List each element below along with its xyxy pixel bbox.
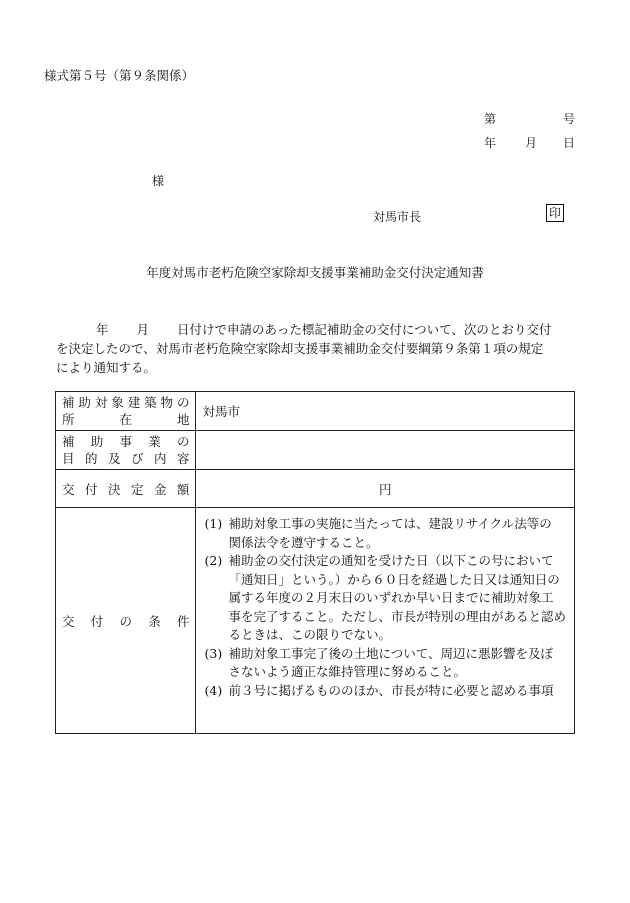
label-building-location-line2: 所 在 地 [62, 412, 190, 427]
label-decision-amount: 交 付 決 定 金 額 [56, 470, 196, 508]
label-building-location-line1: 補 助 対 象 建 築 物 の [62, 395, 190, 410]
value-purpose-content [196, 431, 575, 470]
label-building-location [56, 392, 196, 431]
issuer-name: 対馬市長 [373, 210, 422, 224]
label-purpose-content [56, 431, 196, 470]
date-day-label: 日 [563, 136, 576, 150]
label-purpose-content-line2: 目 的 及 び 内 容 [62, 451, 190, 466]
document-number-suffix: 号 [563, 112, 576, 126]
label-purpose-content-line1: 補 助 事 業 の [62, 434, 190, 449]
condition-number: (4) [204, 682, 223, 698]
table-row-decision-amount [56, 470, 575, 508]
label-conditions: 交 付 の 条 件 [56, 508, 196, 734]
addressee-suffix: 様 [152, 174, 165, 188]
form-number: 様式第５号（第９条関係） [44, 68, 195, 83]
document-number-label: 第 [484, 112, 497, 126]
value-decision-amount: 円 [196, 470, 575, 508]
table-row-conditions [56, 508, 575, 734]
notice-body [56, 320, 580, 377]
subsidy-info-table [55, 391, 575, 734]
table-row-purpose-content [56, 431, 575, 470]
condition-number: (2) [204, 553, 223, 568]
condition-number: (3) [204, 645, 223, 661]
body-year: 年 [96, 322, 109, 337]
seal-mark: 印 [546, 204, 564, 222]
document-title: 年度対馬市老朽危険空家除却支援事業補助金交付決定通知書 [146, 265, 484, 280]
body-line-1-text: 日付けで申請のあった標記補助金の交付について、次のとおり交付 [177, 322, 552, 337]
condition-item-3: (3) 補助対象工事完了後の土地について、周辺に悪影響を及ぼ さないよう適正な維持管理に努めること。 [204, 645, 566, 682]
condition-item-2: (2) 補助金の交付決定の通知を受けた日（以下この号において 「通知日」という。）から６０日を経過した日又は通知日の 属する年度の２月末日のいずれか早い日までに補助対象工 事を完了すること。ただし、市長が特別の理由があると認め るときは、この限りでない。 [204, 552, 566, 645]
body-month: 月 [136, 322, 150, 337]
body-line-3: により通知する。 [56, 360, 157, 375]
value-building-location: 対馬市 [196, 392, 575, 431]
date-month-label: 月 [525, 136, 538, 150]
value-conditions [196, 508, 575, 734]
condition-number: (1) [204, 516, 223, 531]
body-line-1 [56, 320, 580, 339]
condition-item-4: (4) 前３号に掲げるもののほか、市長が特に必要と認める事項 [204, 682, 566, 701]
table-row-building-location [56, 392, 575, 431]
body-line-2: を決定したので、対馬市老朽危険空家除却支援事業補助金交付要綱第９条第１項の規定 [56, 341, 544, 356]
condition-item-1: (1) 補助対象工事の実施に当たっては、建設リサイクル法等の 関係法令を遵守すること。 [204, 515, 566, 552]
conditions-list [196, 508, 574, 708]
date-year-label: 年 [484, 136, 497, 150]
